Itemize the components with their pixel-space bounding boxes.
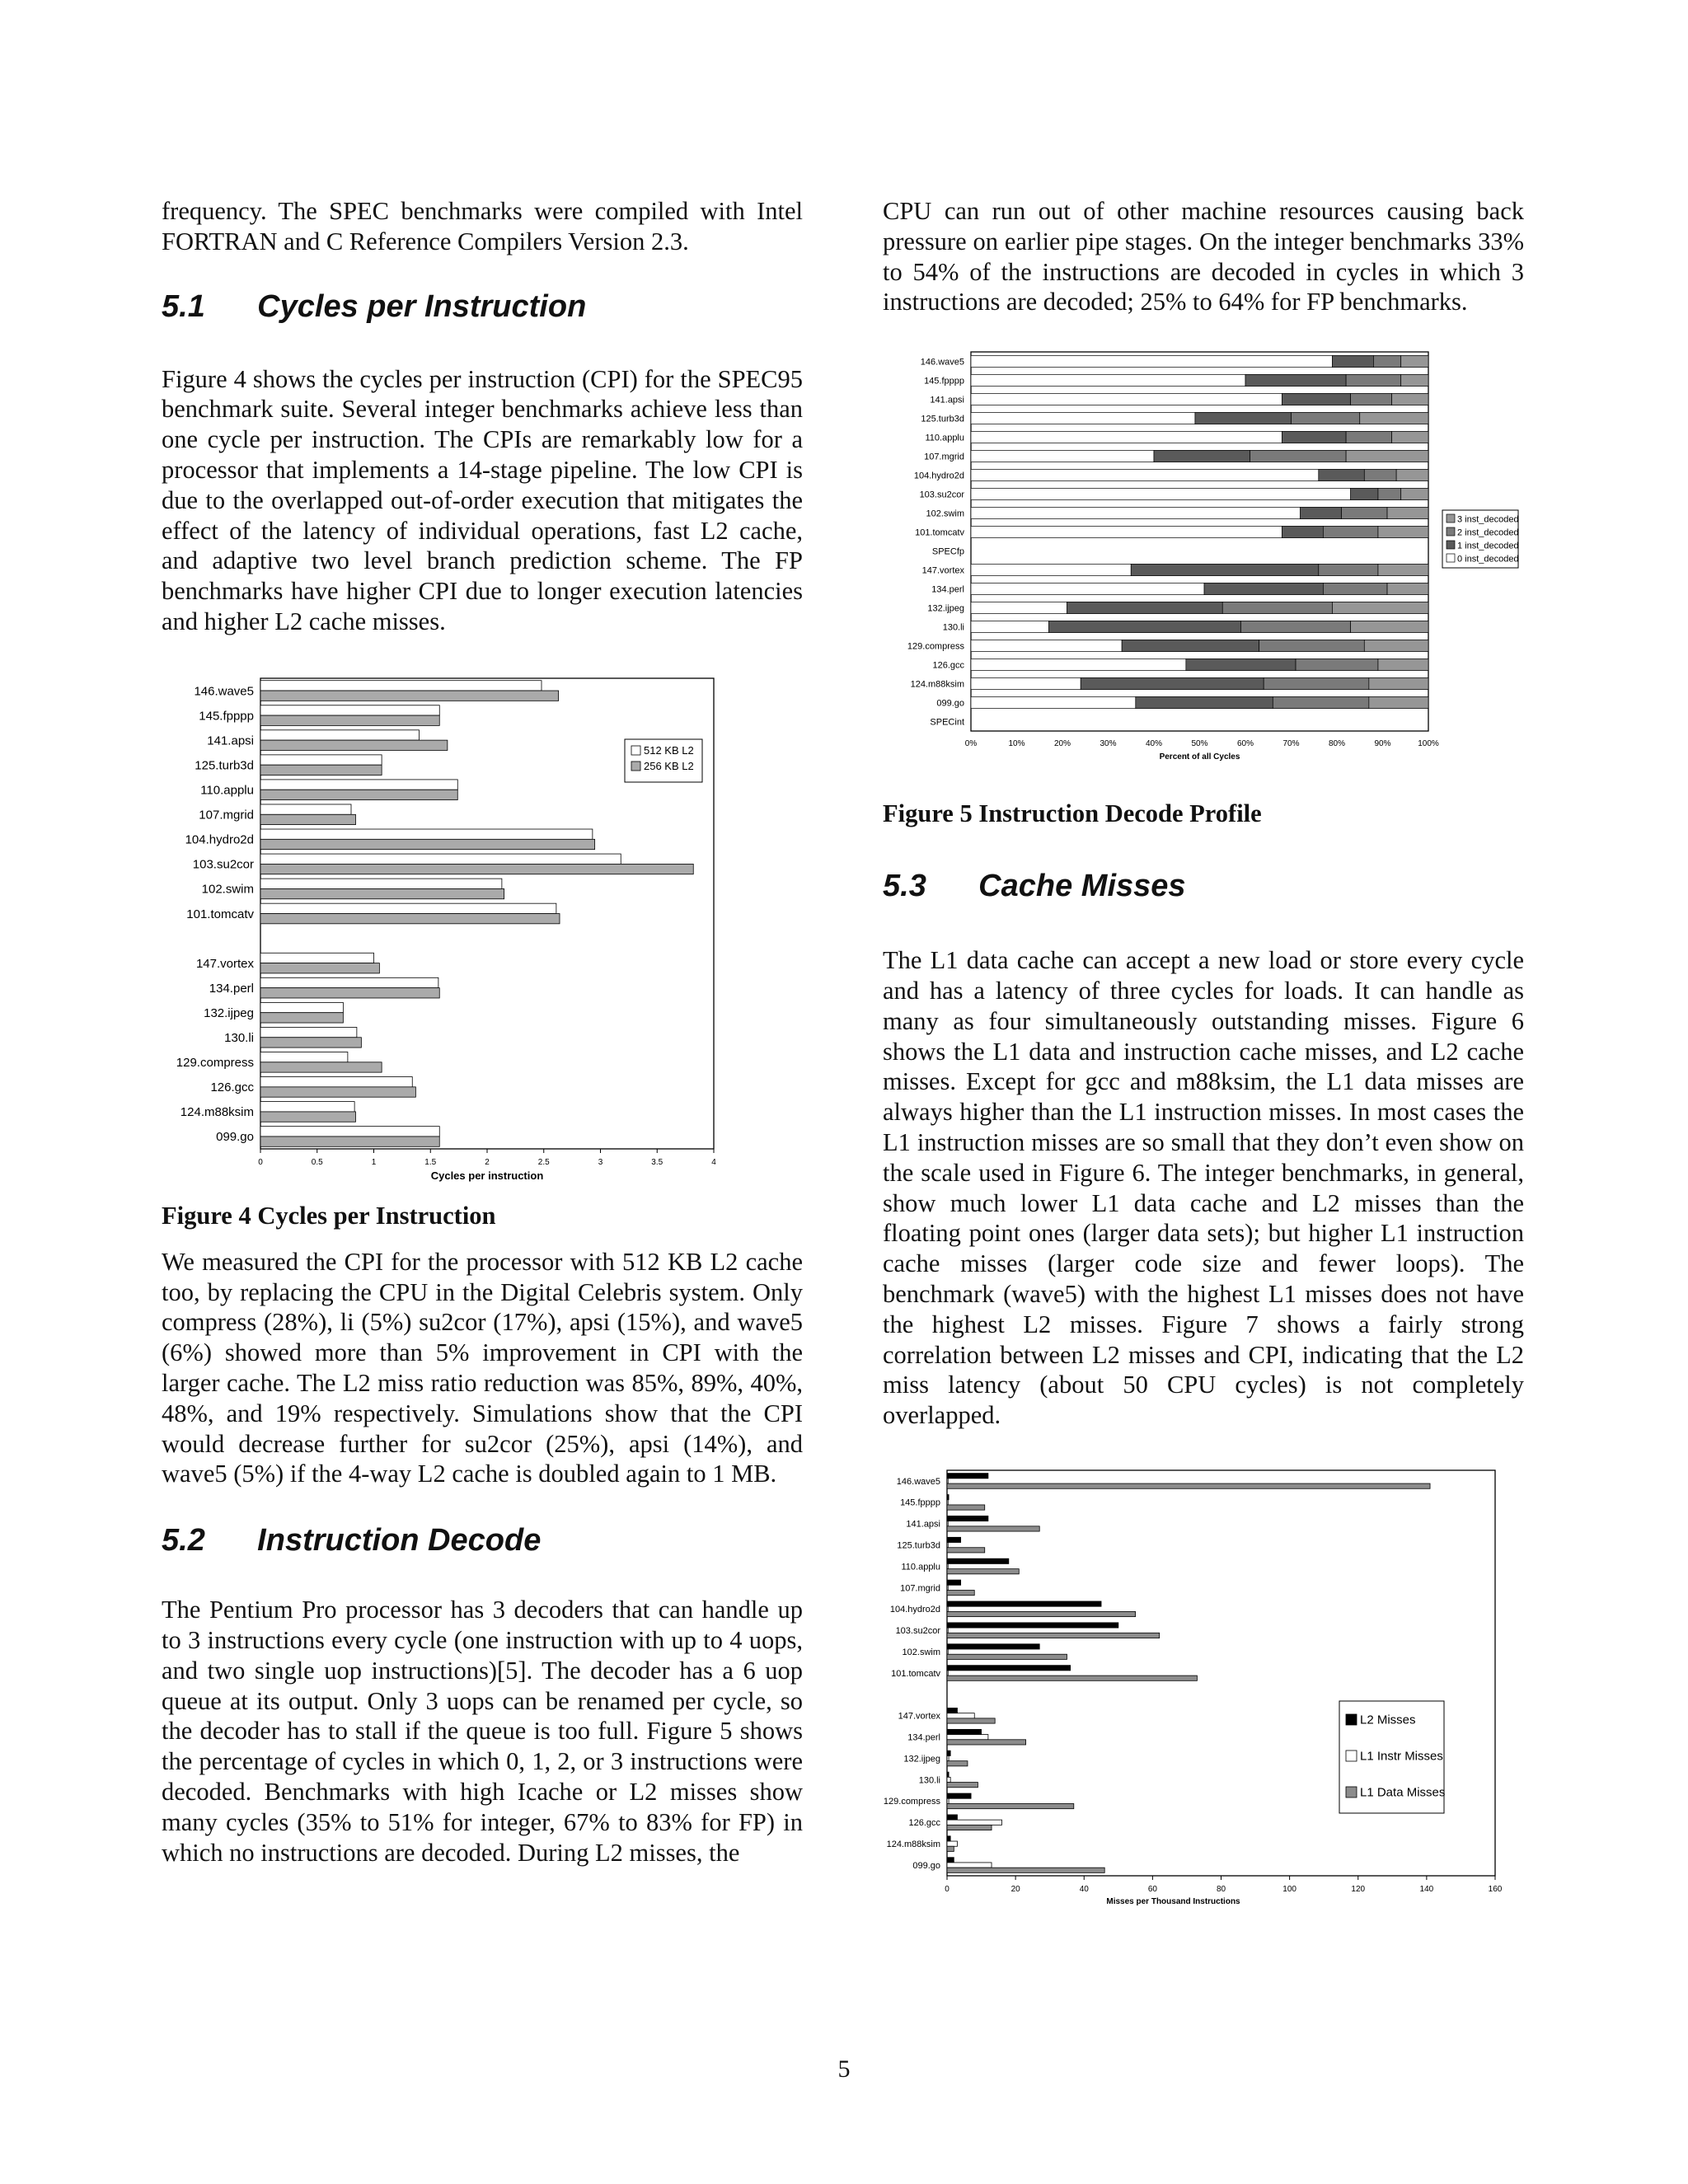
bar-l1-instr-misses [947, 1649, 948, 1654]
bar-2-inst-decoded [1373, 356, 1400, 368]
figure4-cpi-chart [173, 675, 742, 1186]
bar-512-kb-l2 [260, 854, 621, 864]
paragraph-after-figure4: We measured the CPI for the processor with 512 KB L2 cache too, by replacing the CPU in the Digital Celebris system. Only compress (28%), li (5%) su2cor (17%), apsi (15%), and wave5 (6%) showed more than 5% improvement in CPI with the larger cache. The L2 miss ratio reduction was 85%, 89%, 40%, 48%, and 19% respectively. Simulations show that the CPI would decrease further for su2cor (25%), apsi (14%), and wave5 (5%) if the 4-way L2 cache is doubled again to 1 MB. [162, 1247, 803, 1488]
category-label: 129.compress [883, 1797, 940, 1807]
bar-1-inst-decoded [1282, 527, 1323, 538]
bar-0-inst-decoded [971, 394, 1282, 405]
bar-3-inst-decoded [1378, 659, 1428, 671]
category-label: 125.turb3d [921, 414, 964, 424]
bar-3-inst-decoded [1401, 356, 1428, 368]
category-label: 107.mgrid [900, 1583, 940, 1594]
bar-3-inst-decoded [1369, 678, 1428, 690]
bar-l1-instr-misses [947, 1585, 948, 1590]
category-label: 146.wave5 [896, 1476, 940, 1487]
bar-1-inst-decoded [1081, 678, 1264, 690]
bar-1-inst-decoded [1136, 697, 1273, 709]
category-label: 107.mgrid [199, 808, 254, 823]
bar-2-inst-decoded [1323, 583, 1387, 595]
legend-swatch [631, 762, 640, 771]
bar-0-inst-decoded [971, 640, 1122, 652]
category-label: 145.fpppp [900, 1497, 940, 1508]
bar-512-kb-l2 [260, 977, 438, 987]
x-tick-label: 80% [1328, 739, 1346, 749]
bar-3-inst-decoded [1401, 375, 1428, 387]
bar-512-kb-l2 [260, 1052, 348, 1062]
category-label: 110.applu [200, 783, 254, 798]
bar-l1-instr-misses [947, 1713, 974, 1718]
category-label: 124.m88ksim [180, 1104, 254, 1119]
x-tick-label: 3.5 [651, 1157, 663, 1167]
bar-256-kb-l2 [260, 765, 382, 775]
x-tick-label: 40% [1145, 739, 1163, 749]
bar-l1-data-misses [947, 1483, 1430, 1488]
bar-512-kb-l2 [260, 879, 502, 888]
category-label: 103.su2cor [895, 1625, 940, 1636]
category-label: 126.gcc [932, 660, 964, 671]
bar-0-inst-decoded [971, 432, 1282, 443]
right-column [883, 196, 1524, 1906]
bar-2-inst-decoded [1259, 640, 1365, 652]
section-5-3-heading: 5.3 Cache Misses [883, 869, 1186, 904]
bar-l2-misses [947, 1623, 1118, 1628]
bar-256-kb-l2 [260, 691, 559, 701]
bar-1-inst-decoded [1067, 602, 1223, 614]
bar-2-inst-decoded [1264, 678, 1369, 690]
bar-l2-misses [947, 1750, 950, 1755]
category-label: 134.perl [931, 584, 964, 595]
x-axis-title: Cycles per instruction [430, 1169, 544, 1182]
x-tick-label: 1.5 [424, 1157, 437, 1167]
section-5-1-paragraph: Figure 4 shows the cycles per instruction (CPI) for the SPEC95 benchmark suite. Several integer benchmarks achieve less than one cycle per instruction. The CPIs are remarkably low for a processor that implements a 14-stage pipeline. The low CPI is due to the overlapped out-of-order execution that mitigates the effect of the latency of individual operations, fast L2 cache, and adaptive two level branch prediction scheme. The FP benchmarks have higher CPI due to longer execution latencies and higher L2 cache misses. [162, 364, 803, 635]
bar-l1-instr-misses [947, 1521, 948, 1526]
legend-swatch [1447, 514, 1455, 523]
bar-3-inst-decoded [1351, 621, 1428, 633]
category-label: 126.gcc [908, 1818, 940, 1829]
bar-l1-data-misses [947, 1548, 985, 1553]
bar-3-inst-decoded [1332, 602, 1428, 614]
category-label: 146.wave5 [920, 357, 964, 368]
x-tick-label: 140 [1419, 1884, 1434, 1894]
category-label: 134.perl [907, 1732, 940, 1743]
bar-512-kb-l2 [260, 1076, 412, 1086]
bar-2-inst-decoded [1319, 565, 1378, 576]
x-tick-label: 50% [1191, 739, 1208, 749]
bar-512-kb-l2 [260, 1002, 343, 1012]
bar-256-kb-l2 [260, 790, 457, 799]
bar-l1-data-misses [947, 1633, 1160, 1638]
bar-1-inst-decoded [1186, 659, 1296, 671]
bar-1-inst-decoded [1332, 356, 1373, 368]
bar-0-inst-decoded [971, 375, 1245, 387]
bar-256-kb-l2 [260, 814, 356, 824]
bar-512-kb-l2 [260, 1101, 354, 1111]
bar-l2-misses [947, 1494, 949, 1499]
bar-l1-data-misses [947, 1761, 968, 1766]
bar-l2-misses [947, 1537, 961, 1542]
continuation-paragraph: CPU can run out of other machine resources causing back pressure on earlier pipe stages. On the integer benchmarks 33% to 54% of the instructions are decoded in cycles in which 3 instructions are decoded; 25% to 64% for FP benchmarks. [883, 197, 1524, 316]
figure4-caption: Figure 4 Cycles per Instruction [162, 1201, 496, 1230]
bar-l2-misses [947, 1580, 961, 1585]
x-tick-label: 40 [1079, 1884, 1089, 1894]
bar-l1-instr-misses [947, 1863, 992, 1868]
bar-512-kb-l2 [260, 829, 593, 839]
bar-l1-instr-misses [947, 1735, 988, 1740]
bar-l2-misses [947, 1708, 957, 1713]
x-tick-label: 30% [1100, 739, 1117, 749]
bar-l2-misses [947, 1836, 950, 1841]
bar-256-kb-l2 [260, 1137, 439, 1146]
bar-256-kb-l2 [260, 1038, 361, 1047]
bar-1-inst-decoded [1282, 394, 1350, 405]
category-label: 132.ijpeg [204, 1005, 254, 1020]
figure6-cache-misses-chart [878, 1467, 1519, 1906]
intro-paragraph: frequency. The SPEC benchmarks were compiled with Intel FORTRAN and C Reference Compilers Version 2.3. [162, 197, 803, 255]
bar-0-inst-decoded [971, 621, 1048, 633]
category-label: 141.apsi [207, 733, 254, 748]
bar-256-kb-l2 [260, 913, 560, 923]
bar-256-kb-l2 [260, 888, 504, 898]
x-tick-label: 20 [1010, 1884, 1020, 1894]
category-label: 147.vortex [195, 956, 254, 971]
category-label: 103.su2cor [919, 490, 964, 500]
figure5-decode-profile-chart [879, 349, 1521, 777]
x-axis-title: Misses per Thousand Instructions [1106, 1896, 1240, 1906]
category-label: 141.apsi [906, 1519, 940, 1530]
legend-swatch [1346, 1714, 1357, 1725]
category-label: 102.swim [926, 509, 964, 519]
bar-1-inst-decoded [1204, 583, 1323, 595]
bar-0-inst-decoded [971, 489, 1351, 500]
legend-label: L1 Data Misses [1360, 1785, 1446, 1800]
bar-2-inst-decoded [1250, 451, 1347, 462]
bar-l1-data-misses [947, 1846, 954, 1851]
category-label: 099.go [216, 1129, 254, 1144]
category-label: SPECint [930, 717, 964, 728]
bar-512-kb-l2 [260, 953, 374, 963]
category-label: 103.su2cor [192, 857, 254, 872]
bar-3-inst-decoded [1378, 565, 1428, 576]
x-tick-label: 60 [1147, 1884, 1157, 1894]
bar-l2-misses [947, 1474, 988, 1479]
category-label: 125.turb3d [897, 1540, 940, 1551]
bar-l2-misses [947, 1729, 982, 1734]
bar-3-inst-decoded [1396, 470, 1428, 481]
bar-512-kb-l2 [260, 730, 420, 740]
category-label: 145.fpppp [924, 376, 964, 387]
bar-256-kb-l2 [260, 1087, 415, 1097]
legend-label: 512 KB L2 [644, 743, 694, 757]
category-label: 132.ijpeg [927, 603, 964, 614]
bar-256-kb-l2 [260, 864, 693, 874]
legend-label: 0 inst_decoded [1457, 554, 1519, 565]
category-label: 126.gcc [210, 1080, 254, 1094]
category-label: 107.mgrid [924, 452, 964, 462]
bar-0-inst-decoded [971, 451, 1154, 462]
bar-512-kb-l2 [260, 755, 382, 765]
bar-3-inst-decoded [1346, 451, 1428, 462]
bar-3-inst-decoded [1392, 432, 1428, 443]
left-column [162, 196, 803, 1868]
x-tick-label: 90% [1374, 739, 1391, 749]
bar-l2-misses [947, 1858, 954, 1863]
bar-l1-data-misses [947, 1611, 1136, 1616]
bar-l1-instr-misses [947, 1628, 948, 1633]
bar-1-inst-decoded [1122, 640, 1259, 652]
bar-1-inst-decoded [1131, 565, 1319, 576]
category-label: 102.swim [902, 1647, 940, 1657]
bar-l1-instr-misses [947, 1542, 948, 1547]
bar-3-inst-decoded [1360, 413, 1428, 424]
category-label: 104.hydro2d [185, 832, 254, 847]
legend-label: 3 inst_decoded [1457, 514, 1519, 525]
bar-1-inst-decoded [1245, 375, 1346, 387]
bar-l1-data-misses [947, 1718, 995, 1723]
bar-l1-data-misses [947, 1654, 1067, 1659]
section-5-3-paragraph: The L1 data cache can accept a new load or store every cycle and has a latency of three cycles for loads. It can handle as many as four simultaneously outstanding misses. Figure 6 shows the L1 data and instruction cache misses, and L2 cache misses. Except for gcc and m88ksim, the L1 data misses are always higher than the L1 instruction misses. In most cases the L1 instruction misses are so small that they don’t even show on the scale used in Figure 6. The integer benchmarks, in general, show much lower L1 data cache and L2 misses than the floating point ones (larger data sets); but higher L1 instruction cache misses (larger code size and fewer loops). The benchmark (wave5) with the highest L1 misses does not have the highest L2 misses. Figure 7 shows a fairly strong correlation between L2 misses and CPI, indicating that the L2 miss latency (about 50 CPU cycles) is not completely overlapped. [883, 946, 1524, 1430]
x-tick-label: 20% [1053, 739, 1071, 749]
bar-1-inst-decoded [1351, 489, 1378, 500]
bar-1-inst-decoded [1282, 432, 1346, 443]
legend-swatch [1346, 1787, 1357, 1797]
bar-l2-misses [947, 1516, 988, 1521]
bar-l2-misses [947, 1644, 1039, 1649]
bar-2-inst-decoded [1351, 394, 1392, 405]
bar-l1-instr-misses [947, 1777, 950, 1782]
bar-512-kb-l2 [260, 804, 351, 814]
bar-512-kb-l2 [260, 780, 457, 790]
category-label: SPECfp [931, 546, 964, 557]
category-label: 110.applu [901, 1562, 940, 1572]
bar-3-inst-decoded [1392, 394, 1428, 405]
bar-l2-misses [947, 1793, 971, 1798]
bar-l1-data-misses [947, 1675, 1197, 1680]
bar-0-inst-decoded [971, 659, 1186, 671]
bar-l2-misses [947, 1558, 1009, 1563]
bar-512-kb-l2 [260, 1027, 357, 1037]
x-tick-label: 2.5 [537, 1157, 550, 1167]
bar-2-inst-decoded [1296, 659, 1378, 671]
bar-l1-data-misses [947, 1505, 985, 1510]
bar-l1-instr-misses [947, 1755, 949, 1760]
category-label: 124.m88ksim [910, 679, 964, 690]
bar-3-inst-decoded [1387, 508, 1428, 519]
legend-label: 2 inst_decoded [1457, 527, 1519, 538]
legend-swatch [631, 746, 640, 755]
x-tick-label: 100 [1282, 1884, 1296, 1894]
bar-1-inst-decoded [1195, 413, 1292, 424]
bar-2-inst-decoded [1222, 602, 1332, 614]
bar-1-inst-decoded [1154, 451, 1250, 462]
bar-l1-data-misses [947, 1526, 1039, 1531]
bar-3-inst-decoded [1387, 583, 1428, 595]
x-tick-label: 100% [1418, 739, 1439, 749]
bar-256-kb-l2 [260, 740, 448, 750]
legend-swatch [1447, 527, 1455, 536]
x-tick-label: 1 [371, 1157, 377, 1167]
x-tick-label: 70% [1282, 739, 1300, 749]
category-label: 101.tomcatv [186, 907, 254, 921]
category-label: 130.li [942, 622, 964, 633]
bar-0-inst-decoded [971, 565, 1131, 576]
bar-0-inst-decoded [971, 602, 1067, 614]
section-5-1-heading: 5.1 Cycles per Instruction [162, 288, 587, 324]
bar-l1-instr-misses [947, 1841, 957, 1846]
legend-label: 1 inst_decoded [1457, 541, 1519, 551]
bar-3-inst-decoded [1369, 697, 1428, 709]
bar-1-inst-decoded [1319, 470, 1365, 481]
bar-l1-data-misses [947, 1590, 974, 1595]
bar-l1-data-misses [947, 1783, 978, 1788]
category-label: 134.perl [209, 981, 254, 996]
bar-2-inst-decoded [1346, 432, 1392, 443]
bar-l2-misses [947, 1666, 1071, 1671]
x-tick-label: 4 [711, 1157, 716, 1167]
bar-2-inst-decoded [1240, 621, 1350, 633]
figure5-caption: Figure 5 Instruction Decode Profile [883, 799, 1262, 828]
bar-256-kb-l2 [260, 1112, 356, 1122]
x-tick-label: 0 [258, 1157, 263, 1167]
x-tick-label: 80 [1216, 1884, 1226, 1894]
bar-l1-instr-misses [947, 1798, 949, 1803]
x-tick-label: 2 [485, 1157, 490, 1167]
category-label: 125.turb3d [195, 758, 254, 773]
legend-label: L2 Misses [1360, 1713, 1416, 1727]
bar-0-inst-decoded [971, 470, 1319, 481]
plot-area [971, 352, 1428, 731]
bar-1-inst-decoded [1048, 621, 1240, 633]
category-label: 104.hydro2d [913, 471, 964, 481]
category-label: 145.fpppp [199, 709, 254, 724]
x-tick-label: 60% [1236, 739, 1254, 749]
bar-512-kb-l2 [260, 680, 542, 690]
bar-0-inst-decoded [971, 413, 1195, 424]
bar-0-inst-decoded [971, 356, 1332, 368]
bar-l1-data-misses [947, 1569, 1019, 1574]
bar-l1-data-misses [947, 1740, 1026, 1745]
bar-0-inst-decoded [971, 508, 1301, 519]
x-tick-label: 160 [1488, 1884, 1503, 1894]
legend-swatch [1447, 554, 1455, 562]
page-number: 5 [837, 2055, 851, 2083]
bar-2-inst-decoded [1323, 527, 1378, 538]
legend-label: L1 Instr Misses [1360, 1749, 1443, 1764]
category-label: 141.apsi [930, 395, 964, 405]
x-tick-label: 120 [1351, 1884, 1366, 1894]
section-5-2-paragraph: The Pentium Pro processor has 3 decoders that can handle up to 3 instructions every cycle (one instruction with up to 4 uops, and two single uop instructions)[5]. The decoder has a 6 uop queue at its output. Only 3 uops can be renamed per cycle, so the decoder has to stall if the queue is too full. Figure 5 shows the percentage of cycles in which 0, 1, 2, or 3 instructions were decoded. Benchmarks with high Icache or L2 misses show many cycles (35% to 51% for integer, 67% to 83% for FP) in which no instructions are decoded. During L2 misses, the [162, 1596, 803, 1867]
category-label: 147.vortex [898, 1711, 940, 1722]
bar-3-inst-decoded [1401, 489, 1428, 500]
bar-l2-misses [947, 1815, 957, 1820]
bar-512-kb-l2 [260, 705, 439, 715]
category-label: 129.compress [907, 641, 964, 652]
x-tick-label: 0.5 [311, 1157, 323, 1167]
bar-256-kb-l2 [260, 963, 379, 972]
bar-l2-misses [947, 1601, 1101, 1606]
x-tick-label: 3 [598, 1157, 603, 1167]
bar-l1-data-misses [947, 1825, 992, 1830]
bar-l1-instr-misses [947, 1820, 1002, 1825]
bar-l1-instr-misses [947, 1671, 948, 1675]
category-label: 102.swim [201, 882, 254, 897]
bar-l1-instr-misses [947, 1500, 948, 1505]
category-label: 124.m88ksim [886, 1839, 940, 1849]
bar-2-inst-decoded [1292, 413, 1360, 424]
bar-512-kb-l2 [260, 1126, 439, 1136]
bar-256-kb-l2 [260, 1012, 343, 1022]
category-label: 110.applu [925, 433, 964, 443]
x-tick-label: 10% [1008, 739, 1025, 749]
bar-512-kb-l2 [260, 903, 556, 913]
bar-l1-instr-misses [947, 1563, 948, 1568]
bar-256-kb-l2 [260, 1062, 382, 1072]
category-label: 099.go [936, 698, 964, 709]
category-label: 104.hydro2d [889, 1605, 940, 1615]
bar-0-inst-decoded [971, 583, 1204, 595]
section-5-2-heading: 5.2 Instruction Decode [162, 1523, 542, 1558]
category-label: 101.tomcatv [915, 527, 964, 538]
category-label: 129.compress [176, 1055, 254, 1070]
legend-label: 256 KB L2 [644, 759, 694, 772]
legend-swatch [1346, 1750, 1357, 1761]
category-label: 130.li [918, 1775, 940, 1786]
bar-0-inst-decoded [971, 697, 1136, 709]
bar-l1-instr-misses [947, 1606, 948, 1611]
bar-2-inst-decoded [1364, 470, 1396, 481]
bar-256-kb-l2 [260, 987, 439, 997]
bar-256-kb-l2 [260, 715, 439, 725]
bar-3-inst-decoded [1378, 527, 1428, 538]
category-label: 147.vortex [921, 565, 964, 576]
bar-2-inst-decoded [1378, 489, 1401, 500]
bar-0-inst-decoded [971, 527, 1282, 538]
bar-l2-misses [947, 1772, 949, 1777]
bar-l1-instr-misses [947, 1479, 948, 1483]
bar-256-kb-l2 [260, 839, 595, 849]
bar-1-inst-decoded [1301, 508, 1342, 519]
x-axis-title: Percent of all Cycles [1159, 752, 1240, 762]
bar-l1-data-misses [947, 1803, 1074, 1808]
category-label: 132.ijpeg [903, 1754, 940, 1765]
bar-2-inst-decoded [1273, 697, 1369, 709]
bar-2-inst-decoded [1346, 375, 1401, 387]
legend-swatch [1447, 541, 1455, 549]
bar-l1-data-misses [947, 1868, 1104, 1872]
bar-2-inst-decoded [1342, 508, 1388, 519]
category-label: 146.wave5 [194, 684, 254, 699]
x-tick-label: 0 [945, 1884, 950, 1894]
category-label: 099.go [912, 1860, 940, 1871]
bar-3-inst-decoded [1364, 640, 1428, 652]
category-label: 101.tomcatv [891, 1668, 940, 1679]
x-tick-label: 0% [964, 739, 978, 749]
bar-0-inst-decoded [971, 678, 1081, 690]
category-label: 130.li [224, 1030, 254, 1045]
